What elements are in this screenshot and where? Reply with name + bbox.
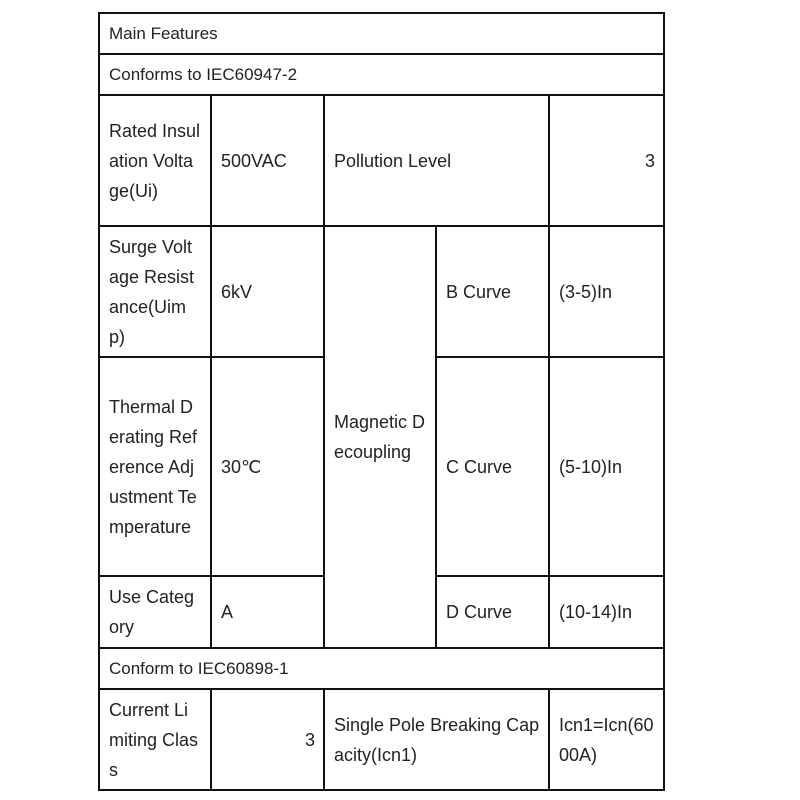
- rated-insulation-voltage-value: 500VAC: [211, 95, 324, 226]
- use-category-label: Use Category: [99, 576, 211, 648]
- thermal-derating-value: 30℃: [211, 357, 324, 576]
- surge-voltage-resistance-value: 6kV: [211, 226, 324, 357]
- table-row: [99, 95, 664, 226]
- pollution-level-value: 3: [549, 95, 664, 226]
- current-limiting-class-value: 3: [211, 689, 324, 790]
- table-row: [99, 689, 664, 790]
- table-row: [99, 13, 664, 54]
- rated-insulation-voltage-label: Rated Insulation Voltage(Ui): [99, 95, 211, 226]
- d-curve-value: (10-14)In: [549, 576, 664, 648]
- magnetic-decoupling-label: Magnetic Decoupling: [324, 226, 436, 648]
- thermal-derating-label: Thermal Derating Reference Adjustment Temperature: [99, 357, 211, 576]
- standard-iec60898-1: Conform to IEC60898-1: [99, 648, 664, 689]
- d-curve-label: D Curve: [436, 576, 549, 648]
- c-curve-value: (5-10)In: [549, 357, 664, 576]
- b-curve-label: B Curve: [436, 226, 549, 357]
- main-features-table: [98, 12, 665, 791]
- table-title: Main Features: [99, 13, 664, 54]
- pollution-level-label: Pollution Level: [324, 95, 549, 226]
- current-limiting-class-label: Current Limiting Class: [99, 689, 211, 790]
- surge-voltage-resistance-label: Surge Voltage Resistance(Uimp): [99, 226, 211, 357]
- table-row: [99, 648, 664, 689]
- c-curve-label: C Curve: [436, 357, 549, 576]
- breaking-capacity-label: Single Pole Breaking Capacity(Icn1): [324, 689, 549, 790]
- b-curve-value: (3-5)In: [549, 226, 664, 357]
- breaking-capacity-value: Icn1=Icn(6000A): [549, 689, 664, 790]
- standard-iec60947-2: Conforms to IEC60947-2: [99, 54, 664, 95]
- table-row: [99, 54, 664, 95]
- table-row: [99, 226, 664, 357]
- use-category-value: A: [211, 576, 324, 648]
